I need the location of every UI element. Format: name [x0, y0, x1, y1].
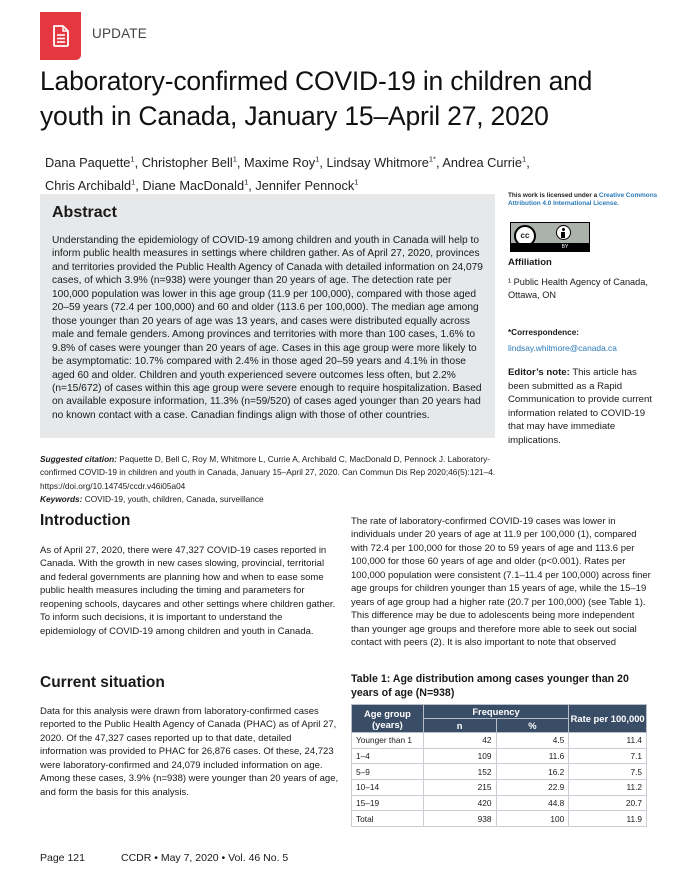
author: Dana Paquette$^1$,: [45, 155, 142, 171]
author: Lindsay Whitmore$^{1*}$,: [326, 155, 443, 171]
current-situation-title: Current situation: [40, 674, 165, 691]
update-badge: [40, 12, 81, 60]
author: Christopher Bell$^1$,: [141, 155, 245, 171]
editor-note-label: Editor’s note:: [508, 367, 570, 378]
page-number: Page 121: [40, 852, 85, 864]
author: Maxime Roy$^1$,: [244, 155, 327, 171]
col-rate: Rate per 100,000: [569, 705, 647, 733]
keywords-label: Keywords:: [40, 493, 83, 504]
license-link[interactable]: Creative Commons Attribution 4.0 International License.: [508, 192, 658, 207]
creative-commons-icon: cc: [514, 225, 536, 247]
current-situation-text: Data for this analysis were drawn from laboratory-confirmed cases reported to the Public Health Agency of Canada (PHAC) as of April 27, 2020. Of the 47,327 cases reported up to that date, detailed information was provided to PHAC for 26,876 cases. Of these, 24,723 were laboratory-confirmed and 24,079 included information on age. Among these cases, 3.9% (n=938) were younger than 20 years of age, and form the basis for this analysis.: [40, 706, 339, 798]
introduction-title: Introduction: [40, 512, 131, 529]
table-row: 1–4 109 11.6 7.1: [352, 748, 647, 764]
col-pct: %: [496, 719, 569, 733]
correspondence-title: *Correspondence:: [508, 328, 579, 337]
author: Jennifer Pennock$^1$: [255, 177, 359, 193]
license-notice: This work is licensed under a Creative Commons Attribution 4.0 International License.: [508, 192, 658, 207]
correspondence-email-link[interactable]: lindsay.whitmore@canada.ca: [508, 343, 617, 353]
affiliation-text: ¹ Public Health Agency of Canada, Ottawa, ON: [508, 277, 648, 300]
author: Andrea Currie$^1$,: [442, 155, 530, 171]
author: Chris Archibald$^1$,: [45, 177, 143, 193]
keywords-text: COVID-19, youth, children, Canada, surveillance: [82, 493, 264, 504]
editor-note-text: This article has been submitted as a Rapid Communication to provide current information related to COVID-19 that may have immediate implications.: [508, 367, 652, 446]
by-label: BY: [511, 243, 589, 251]
age-distribution-table: [351, 704, 647, 827]
document-icon: [52, 25, 70, 47]
table-row: 15–19 420 44.8 20.7: [352, 795, 647, 811]
attribution-person-icon: [556, 225, 571, 240]
abstract-title: Abstract: [52, 204, 117, 221]
table-row-total: Total 938 100 11.9: [352, 811, 647, 827]
title-line-2: youth in Canada, January 15–April 27, 2020: [40, 101, 549, 131]
editor-note: [508, 366, 658, 448]
table-row: Younger than 1 42 4.5 11.4: [352, 733, 647, 749]
introduction-text: As of April 27, 2020, there were 47,327 COVID-19 cases reported in Canada. With the growth in new cases slowing, provincial, territorial and federal governments are planning how and when to ease some public health measures including the timing and parameters for reopening schools, daycares and other settings where children gather. To inform such decisions, it is important to understand the epidemiology of COVID-19 among children and youth in Canada.: [40, 545, 336, 637]
cc-by-license-badge[interactable]: [510, 222, 590, 252]
affiliation-title: Affiliation: [508, 257, 552, 268]
col-age-group: Age group (years): [352, 705, 424, 733]
citation-text: Paquette D, Bell C, Roy M, Whitmore L, Currie A, Archibald C, MacDonald D, Pennock J. Laboratory-confirmed COVID-19 in children and youth in Canada, January 15–April 27, 2020. Can Commun Dis Rep 2020;46(5):121–4. https://doi.org/10.14745/ccdr.v46i05a04: [40, 454, 496, 491]
page-title: [40, 64, 660, 134]
col-frequency: Frequency: [423, 705, 568, 719]
suggested-citation: [40, 453, 520, 506]
table-row: 10–14 215 22.9 11.2: [352, 780, 647, 796]
table-title: Table 1: Age distribution among cases younger than 20 years of age (N=938): [351, 673, 629, 699]
results-text: The rate of laboratory-confirmed COVID-19 cases was lower in individuals under 20 years of age at 11.9 per 100,000 (1), compared with 72.4 per 100,000 for those 20 to 59 years of age and 113.6 per 100,000 for those 60 years of age and older (p<0.001). Rates per 100,000 population were consistent (7.1–11.4 per 100,000) across finer age groups for children younger than 15 years of age, while the 15–19 years of age group had a higher rate (20.7 per 100,000) (see Table 1). This difference may be due to adolescents being more independent than younger age groups and therefore more able to seek out social contact with peers (2). It is also important to note that observed: [351, 516, 651, 649]
abstract-text: Understanding the epidemiology of COVID-19 among children and youth in Canada will help to inform public health measures in settings where children gather. As of April 27, 2020, provinces and territories provided the Public Health Agency of Canada with detailed information on 24,079 cases, of which 3.9% (n=938) were younger than 20 years of age. The detection rate per 100,000 population was lower in this age group (11.9 per 100,000), compared with those aged 20–59 years (72.4 per 100,000) and 60 and older (113.6 per 100,000). The median age among those younger than 20 years of age was 13 years, and cases were distributed equally across male and female genders. Among provinces and territories with more than 100 cases, 1.6% to 9.8% of cases were younger than 20 years of age. Cases in this age group were more likely to be asymptomatic: 10.7% compared with 2.4% in those aged 20–59 years and 4.1% in those aged 60 and older. Children and youth experienced severe outcomes less often, but 2.2% (n=15/672) of cases within this age group were severe enough to require hospitalization. Based on available exposure information, 11.3% (n=59/520) of cases aged younger than 20 years had no known contact with a case. Canadian findings align with those of other countries.: [52, 235, 483, 421]
abstract-box: [40, 194, 495, 438]
title-line-1: Laboratory-confirmed COVID-19 in children and: [40, 66, 593, 96]
journal-info: CCDR • May 7, 2020 • Vol. 46 No. 5: [121, 852, 289, 864]
section-label: UPDATE: [92, 26, 147, 41]
table-row: 5–9 152 16.2 7.5: [352, 764, 647, 780]
author: Diane MacDonald$^1$,: [142, 177, 256, 193]
col-n: n: [423, 719, 496, 733]
author-list: [45, 150, 605, 195]
citation-label: Suggested citation:: [40, 454, 117, 464]
